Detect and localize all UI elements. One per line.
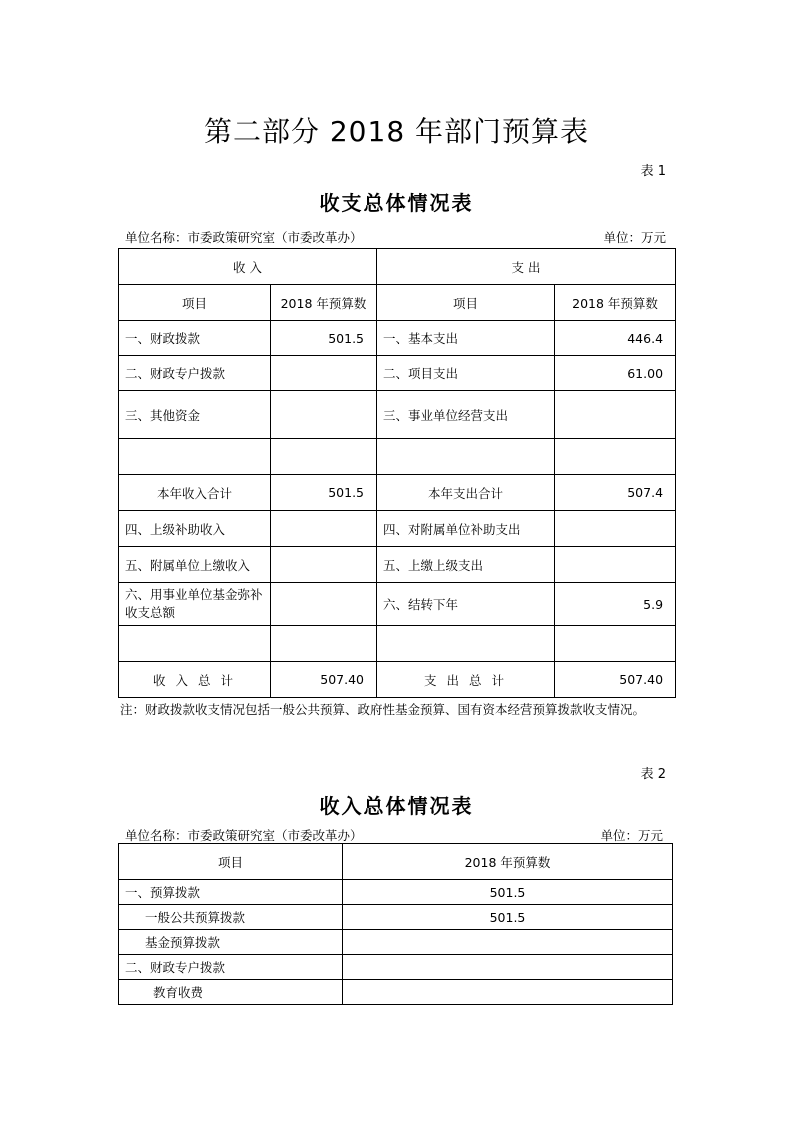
expense-item: 六、结转下年 [377,583,555,626]
table1-unit: 单位：万元 [603,230,666,245]
row-value [343,955,673,980]
expense-item: 四、对附属单位补助支出 [377,511,555,547]
table2-column-header [119,844,673,880]
income-value [271,391,377,439]
income-value: 501.5 [271,321,377,356]
income-value [271,626,377,662]
expense-value: 5.9 [555,583,676,626]
table-row [119,905,673,930]
row-item: 二、财政专户拨款 [119,955,343,980]
table1-title: 收支总体情况表 [319,191,474,215]
income-item [119,439,271,475]
expense-item: 二、项目支出 [377,356,555,391]
income-value [271,583,377,626]
table-row [119,356,676,391]
income-item: 三、其他资金 [119,391,271,439]
table-row [119,955,673,980]
income-item: 一、财政拨款 [119,321,271,356]
expense-subtotal-label: 本年支出合计 [377,475,555,511]
table-row [119,547,676,583]
table-row [119,439,676,475]
expense-item [377,439,555,475]
expense-value [555,547,676,583]
income-item: 五、附属单位上缴收入 [119,547,271,583]
expense-value [555,511,676,547]
expense-item [377,626,555,662]
table2-unit-name: 单位名称：市委政策研究室（市委改革办） [125,828,363,843]
income-total-label: 收 入 总 计 [119,662,271,698]
income-budget-header: 2018 年预算数 [271,285,377,321]
budget-header: 2018 年预算数 [343,844,673,880]
table-row [119,321,676,356]
expense-header: 支 出 [377,249,676,285]
item-header: 项目 [119,844,343,880]
table1-unit-name: 单位名称：市委政策研究室（市委改革办） [125,230,363,245]
expense-value [555,439,676,475]
row-value [343,980,673,1005]
table-row [119,583,676,626]
expense-item-header: 项目 [377,285,555,321]
table-row [119,391,676,439]
expense-value: 446.4 [555,321,676,356]
table2-unit: 单位：万元 [600,828,663,843]
expense-total-label: 支 出 总 计 [377,662,555,698]
table-row [119,511,676,547]
income-value [271,547,377,583]
expense-item: 一、基本支出 [377,321,555,356]
expense-total-value: 507.40 [555,662,676,698]
income-item [119,626,271,662]
income-value [271,511,377,547]
table1-note: 注：财政拨款收支情况包括一般公共预算、政府性基金预算、国有资本经营预算拨款收支情况。 [120,702,646,717]
expense-item: 三、事业单位经营支出 [377,391,555,439]
table1-column-header [119,285,676,321]
income-expense-table [118,248,676,698]
table-row [119,980,673,1005]
income-header: 收 入 [119,249,377,285]
row-value: 501.5 [343,905,673,930]
income-item: 六、用事业单位基金弥补收支总额 [119,583,271,626]
income-value [271,439,377,475]
table2-number: 表 2 [640,767,666,782]
table2-title: 收入总体情况表 [319,794,474,818]
income-total-value: 507.40 [271,662,377,698]
table1-number: 表 1 [640,164,666,179]
row-item: 基金预算拨款 [119,930,343,955]
income-item-header: 项目 [119,285,271,321]
table-row [119,626,676,662]
table-row-total [119,662,676,698]
table-row-subtotal [119,475,676,511]
income-value [271,356,377,391]
table-row [119,930,673,955]
income-item: 四、上级补助收入 [119,511,271,547]
row-item: 教育收费 [119,980,343,1005]
table-row [119,880,673,905]
expense-budget-header: 2018 年预算数 [555,285,676,321]
expense-subtotal-value: 507.4 [555,475,676,511]
row-value: 501.5 [343,880,673,905]
expense-value [555,626,676,662]
row-value [343,930,673,955]
row-item: 一般公共预算拨款 [119,905,343,930]
expense-value [555,391,676,439]
income-subtotal-value: 501.5 [271,475,377,511]
income-item: 二、财政专户拨款 [119,356,271,391]
expense-value: 61.00 [555,356,676,391]
income-subtotal-label: 本年收入合计 [119,475,271,511]
page-title: 第二部分 2018 年部门预算表 [203,115,590,148]
table1-group-header [119,249,676,285]
expense-item: 五、上缴上级支出 [377,547,555,583]
income-summary-table [118,843,673,1005]
row-item: 一、预算拨款 [119,880,343,905]
